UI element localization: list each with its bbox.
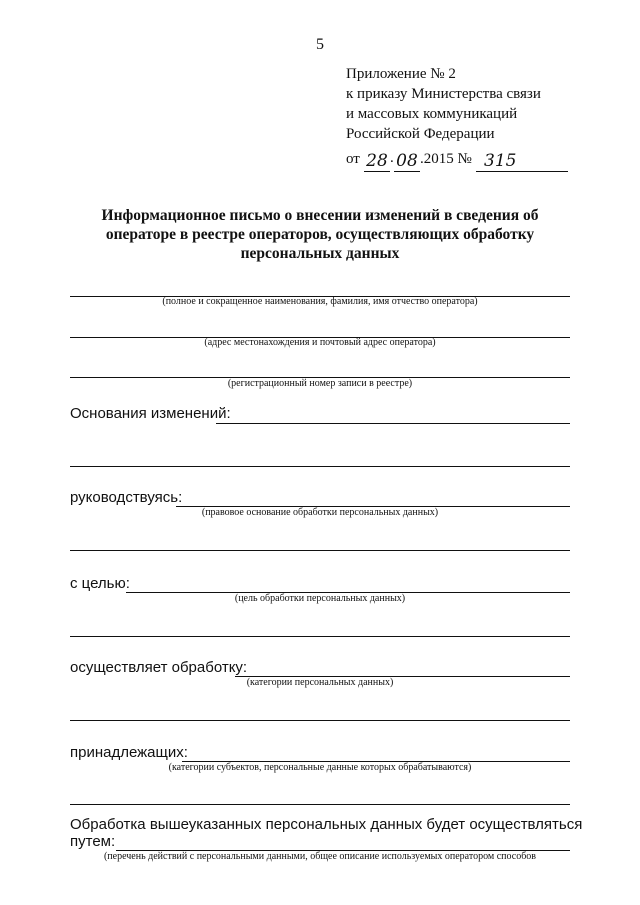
title-line: персональных данных: [240, 245, 400, 262]
guided-label: руководствуясь:: [70, 489, 183, 506]
appendix-word: Федерации: [423, 126, 495, 142]
date-separator: .: [390, 150, 394, 166]
appendix-word: Российской: [346, 126, 420, 142]
method-label: путем:: [70, 833, 116, 850]
appendix-word: приказу: [357, 86, 408, 102]
order-number: 315: [476, 151, 568, 172]
subjects-field-continued[interactable]: [70, 804, 570, 805]
data-categories-field-continued[interactable]: [70, 720, 570, 721]
method-caption: (перечень действий с персональными данными, общее описание используемых оператором способов: [103, 851, 537, 862]
legal-basis-field-continued[interactable]: [70, 550, 570, 551]
page-number: 5: [316, 36, 324, 53]
basis-field-continued[interactable]: [70, 466, 570, 467]
title-line: Информационное письмо о внесении изменений в сведения об: [101, 207, 539, 224]
appendix-line-4: [346, 124, 566, 144]
order-day: 28: [364, 151, 390, 172]
appendix-line-2: [346, 84, 566, 104]
title-line: операторе в реестре операторов, осуществляющих обработку: [105, 226, 535, 243]
method-statement: Обработка вышеуказанных персональных данных будет осуществляться: [70, 816, 583, 833]
basis-field[interactable]: [216, 423, 570, 424]
basis-label: Основания изменений:: [70, 405, 231, 422]
registration-number-caption: (регистрационный номер записи в реестре): [227, 378, 413, 389]
document-title: [70, 206, 570, 263]
purpose-label: с целью:: [70, 575, 130, 592]
order-date-number: [346, 151, 568, 173]
legal-basis-caption: (правовое основание обработки персональных данных): [201, 507, 439, 518]
appendix-line-3: [346, 104, 566, 124]
appendix-word: связи: [506, 86, 541, 102]
processing-label: осуществляет обработку:: [70, 659, 248, 676]
belonging-label: принадлежащих:: [70, 744, 188, 761]
operator-name-caption: (полное и сокращенное наименования, фамилия, имя отчество оператора): [162, 296, 478, 307]
data-categories-caption: (категории персональных данных): [246, 677, 394, 688]
purpose-caption: (цель обработки персональных данных): [234, 593, 406, 604]
subjects-caption: (категории субъектов, персональные данные которых обрабатываются): [168, 762, 472, 773]
purpose-field-continued[interactable]: [70, 636, 570, 637]
appendix-word: и: [346, 106, 355, 122]
order-month: 08: [394, 151, 420, 172]
operator-address-caption: (адрес местонахождения и почтовый адрес оператора): [204, 337, 436, 348]
appendix-title: Приложение № 2: [346, 66, 456, 82]
order-year: .2015 №: [420, 151, 472, 167]
appendix-word: Министерства: [411, 86, 503, 102]
appendix-word: коммуникаций: [423, 106, 518, 122]
order-prefix: от: [346, 151, 360, 167]
appendix-word: массовых: [357, 106, 420, 122]
appendix-word: к: [346, 86, 354, 102]
